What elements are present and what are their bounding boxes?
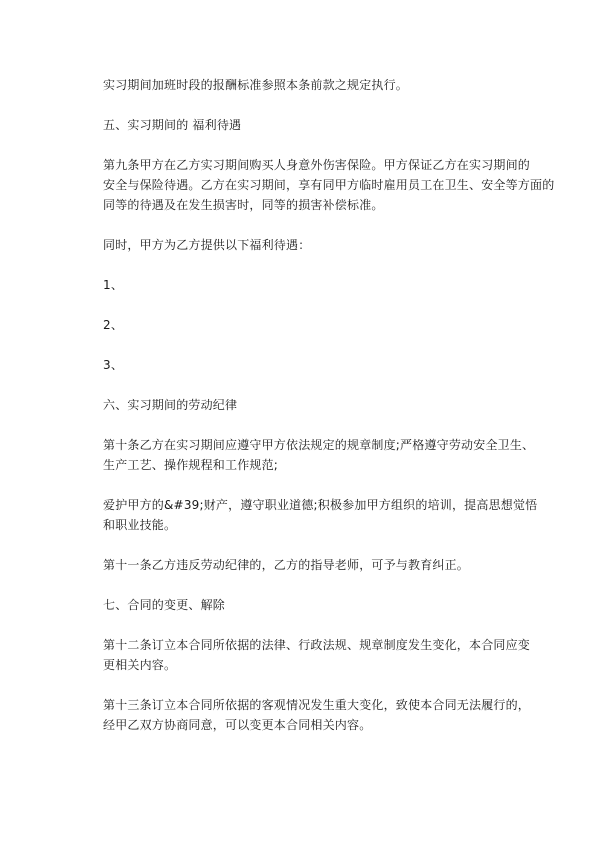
article-12-line-2: 更相关内容。	[103, 658, 177, 672]
article-11: 第十一条乙方违反劳动纪律的，乙方的指导老师，可予与教育纠正。	[103, 558, 470, 572]
welfare-intro: 同时，甲方为乙方提供以下福利待遇：	[103, 238, 311, 252]
section-heading-welfare: 五、实习期间的 福利待遇	[103, 118, 242, 132]
article-12-line-1: 第十二条订立本合同所依据的法律、行政法规、规章制度发生变化，本合同应变	[103, 638, 531, 652]
article-10-line-1: 第十条乙方在实习期间应遵守甲方依法规定的规章制度;严格遵守劳动安全卫生、	[103, 438, 535, 452]
property-care-line-2: 和职业技能。	[103, 518, 177, 532]
list-item-1: 1、	[103, 278, 124, 292]
list-item-3: 3、	[103, 358, 124, 372]
article-10-line-2: 生产工艺、操作规程和工作规范;	[103, 458, 279, 472]
article-9-line-3: 同等的待遇及在发生损害时，同等的损害补偿标准。	[103, 198, 384, 212]
article-9-line-2: 安全与保险待遇。乙方在实习期间，享有同甲方临时雇用员工在卫生、安全等方面的	[103, 178, 555, 192]
section-heading-change: 七、合同的变更、解除	[103, 598, 226, 612]
section-heading-discipline: 六、实习期间的劳动纪律	[103, 398, 238, 412]
article-13-line-2: 经甲乙双方协商同意，可以变更本合同相关内容。	[103, 718, 372, 732]
article-9-line-1: 第九条甲方在乙方实习期间购买人身意外伤害保险。甲方保证乙方在实习期间的	[103, 158, 531, 172]
paragraph-overtime-pay: 实习期间加班时段的报酬标准参照本条前款之规定执行。	[103, 78, 409, 92]
property-care-line-1: 爱护甲方的&#39;财产，遵守职业道德;积极参加甲方组织的培训，提高思想觉悟	[103, 498, 538, 512]
list-item-2: 2、	[103, 318, 124, 332]
article-13-line-1: 第十三条订立本合同所依据的客观情况发生重大变化，致使本合同无法履行的，	[103, 698, 531, 712]
